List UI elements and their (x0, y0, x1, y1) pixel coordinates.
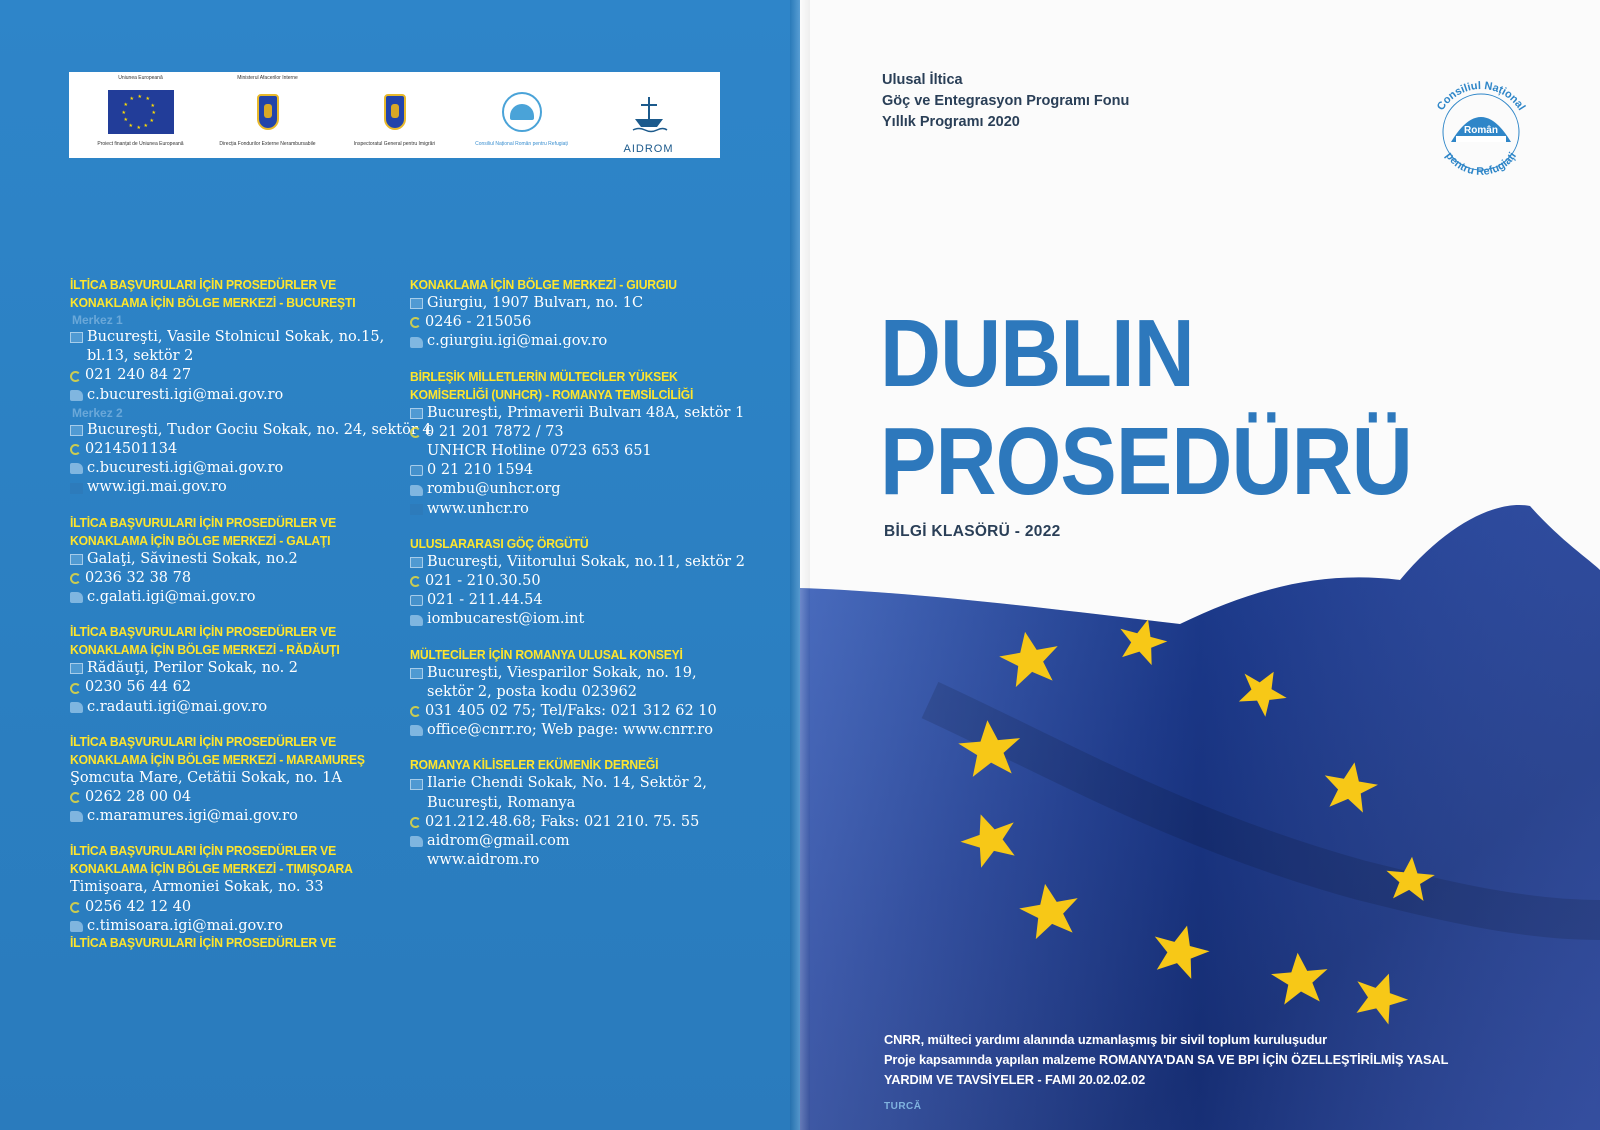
contact-addr-line (410, 774, 740, 793)
contact-text[interactable]: iombucarest@iom.int (427, 611, 585, 628)
contact-block-heading: İLTİCA BAŞVURULARI İÇİN PROSEDÜRLER VE (70, 935, 337, 951)
email-icon (410, 615, 423, 626)
contact-web-line (410, 500, 740, 519)
email-icon (70, 463, 83, 474)
contact-cont-line (410, 851, 740, 870)
phone-icon (70, 902, 81, 913)
contact-block-heading: KONAKLAMA İÇİN BÖLGE MERKEZİ - BUCUREŞTI (70, 295, 356, 310)
contact-phone-line (70, 898, 390, 917)
document-title (880, 300, 1412, 516)
email-icon (410, 725, 423, 736)
fund-title-line: Ulusal İltica (882, 72, 963, 88)
contact-addr-line (410, 553, 745, 572)
mai-logo-top-text: Ministerul Afacerilor Interne (237, 75, 298, 81)
contact-phone-line (70, 678, 390, 697)
contact-block (70, 276, 432, 498)
contact-text: Bucureşti, Tudor Gociu Sokak, no. 24, sektör 4 (87, 421, 432, 438)
cnrr-small-logo (467, 75, 577, 155)
aidrom-logo-name: AIDROM (623, 143, 674, 155)
contact-addr-line (70, 421, 432, 440)
contact-block-heading: BİRLEŞİK MİLLETLERİN MÜLTECİLER YÜKSEK (410, 368, 678, 384)
contact-block-heading: İLTİCA BAŞVURULARI İÇİN PROSEDÜRLER VE (70, 277, 337, 292)
contact-addr-line (70, 659, 390, 678)
phone-icon (70, 683, 81, 694)
email-icon (70, 702, 83, 713)
contact-block-heading: KOMİSERLİĞİ (UNHCR) - ROMANYA TEMSİLCİLİĞİ (410, 386, 694, 402)
contact-block (70, 733, 390, 827)
eu-logo-top-text: Uniunea Europeană (118, 75, 163, 81)
contact-block-heading: ULUSLARARASI GÖÇ ÖRGÜTÜ (410, 535, 589, 551)
address-icon (410, 298, 423, 309)
address-icon (410, 557, 423, 568)
contact-block-heading: İLTİCA BAŞVURULARI İÇİN PROSEDÜRLER VE (70, 624, 337, 640)
cnrr-logo-arc-top: Consiliul Național (1434, 79, 1528, 113)
office-sublabel: Merkez 1 (72, 313, 123, 327)
contact-text: 0230 56 44 62 (85, 679, 192, 696)
contact-phone-line (410, 313, 740, 332)
address-icon (70, 332, 83, 343)
contact-phone-line (70, 569, 390, 588)
contact-text[interactable]: rombu@unhcr.org (427, 481, 561, 498)
contact-block (410, 756, 740, 870)
contact-text: 0246 - 215056 (425, 314, 532, 331)
contact-text: Bucureşti, Primaverii Bulvarı 48A, sektör 1 (427, 404, 745, 421)
address-icon (70, 554, 83, 565)
contact-fax-line (410, 461, 740, 480)
contact-block-heading: KONAKLAMA İÇİN BÖLGE MERKEZİ - RĂDĂUŢI (70, 642, 340, 658)
contact-text: sektör 2, posta kodu 023962 (427, 683, 637, 700)
contact-block-heading: KONAKLAMA İÇİN BÖLGE MERKEZİ - GIURGIU (410, 277, 677, 292)
title-line-2: PROSEDÜRÜ (880, 408, 1412, 515)
contact-mail-line (410, 610, 740, 629)
contact-text: Ilarie Chendi Sokak, No. 14, Sektör 2, (427, 775, 708, 792)
contact-text: 021 240 84 27 (85, 367, 192, 384)
phone-icon (410, 317, 421, 328)
contact-block-heading: ROMANYA KİLİSELER EKÜMENİK DERNEĞİ (410, 757, 659, 773)
contact-block-heading: KONAKLAMA İÇİN BÖLGE MERKEZİ - MARAMUREŞ (70, 751, 365, 767)
contact-block (410, 535, 745, 630)
phone-icon (410, 817, 421, 828)
cover-panel (800, 0, 1600, 1130)
cnrr-logo-arc-bottom: pentru Refugiați (1442, 149, 1520, 178)
contact-text[interactable]: c.timisoara.igi@mai.gov.ro (87, 917, 284, 934)
contact-block-heading: İLTİCA BAŞVURULARI İÇİN PROSEDÜRLER VE (70, 843, 337, 859)
phone-icon (70, 573, 81, 584)
footer-line: Proje kapsamında yapılan malzeme ROMANYA'DAN SA VE BPI İÇİN ÖZELLEŞTİRİLMİŞ YASAL (884, 1052, 1449, 1067)
mai-logo-bottom-text: Direcția Fondurilor Externe Nerambursabile (219, 141, 316, 147)
contact-cont-line (410, 442, 740, 461)
aidrom-ship-icon (629, 93, 669, 133)
contact-text: Bucureşti, Romanya (427, 794, 576, 811)
cover-footer-text (884, 1030, 1448, 1090)
phone-icon (70, 371, 81, 382)
contact-mail-line (70, 807, 390, 826)
address-icon (410, 408, 423, 419)
contact-text: 0214501134 (85, 441, 178, 458)
fund-title-line: Göç ve Entegrasyon Programı Fonu (882, 93, 1130, 109)
contact-text[interactable]: c.bucuresti.igi@mai.gov.ro (87, 460, 284, 477)
contacts-column-right (410, 276, 745, 886)
contact-mail-line (70, 588, 390, 607)
address-icon (70, 663, 83, 674)
contact-addr-line (410, 404, 745, 423)
email-icon (410, 337, 423, 348)
phone-icon (70, 792, 81, 803)
contact-cont-line (410, 794, 740, 813)
fund-title (882, 70, 1129, 133)
coat-of-arms-icon (257, 94, 279, 130)
contact-block-heading: MÜLTECİLER İÇİN ROMANYA ULUSAL KONSEYİ (410, 646, 683, 662)
igi-logo (340, 75, 450, 155)
contact-block (70, 842, 390, 952)
phone-icon (410, 706, 421, 717)
eu-logo (86, 75, 196, 155)
email-icon (70, 592, 83, 603)
title-line-1: DUBLIN (880, 300, 1194, 407)
footer-line: YARDIM VE TAVSİYELER - FAMI 20.02.02.02 (884, 1072, 1146, 1087)
contact-phone-line (410, 813, 740, 832)
contact-text[interactable]: c.radauti.igi@mai.gov.ro (87, 698, 268, 715)
svg-text:Consiliul Național (1435, 80, 1527, 113)
mai-logo (213, 75, 323, 155)
fax-icon (410, 465, 423, 476)
contact-text: 0 21 210 1594 (427, 462, 534, 479)
contact-mail-line (70, 459, 390, 478)
cnrr-logo-bottom-text: Consiliul Național Român pentru Refugiați (475, 141, 568, 147)
contact-block-heading: KONAKLAMA İÇİN BÖLGE MERKEZİ - TIMIŞOARA (70, 861, 353, 877)
language-label: TURCĂ (884, 1101, 922, 1112)
contact-block (70, 514, 390, 608)
svg-text:pentru Refugiați (1443, 150, 1519, 178)
igi-logo-bottom-text: Inspectoratul General pentru Imigrări (353, 141, 436, 147)
contact-cont0-line (70, 878, 390, 897)
contacts-column-left (70, 276, 432, 968)
contact-addr-line (410, 664, 740, 683)
contact-text: 021.212.48.68; Faks: 021 210. 75. 55 (425, 813, 700, 830)
contact-text: 031 405 02 75; Tel/Faks: 021 312 62 10 (425, 703, 717, 720)
contact-text: 021 - 210.30.50 (425, 573, 541, 590)
aidrom-logo (594, 75, 704, 155)
contact-text: www.aidrom.ro (427, 852, 540, 869)
web-icon (410, 504, 423, 515)
contact-text: 021 - 211.44.54 (427, 592, 543, 609)
contact-block (410, 368, 745, 519)
contact-phone-line (70, 788, 390, 807)
contact-mail-line (410, 332, 740, 351)
contact-phone-line (410, 423, 740, 442)
contact-addr-line (70, 328, 390, 347)
contact-text: UNHCR Hotline 0723 653 651 (427, 443, 652, 460)
contact-text: Rădăuţi, Perilor Sokak, no. 2 (87, 660, 299, 677)
contact-text: Bucureşti, Viesparilor Sokak, no. 19, (427, 664, 697, 681)
contact-block (410, 276, 740, 352)
partner-logos-strip (69, 72, 720, 158)
cnrr-logo (1420, 70, 1542, 190)
phone-icon (410, 427, 421, 438)
email-icon (410, 836, 423, 847)
contact-fax-line (410, 591, 740, 610)
contact-addr-line (70, 550, 390, 569)
eu-flag-icon: ★ ★ ★ ★ ★ ★ ★ ★ ★ ★ ★ ★ (108, 90, 174, 134)
contact-text: 0256 42 12 40 (85, 898, 192, 915)
page-fold (790, 0, 810, 1130)
contact-block-heading: İLTİCA BAŞVURULARI İÇİN PROSEDÜRLER VE (70, 733, 337, 749)
contact-block (410, 646, 740, 741)
contact-phone-line (70, 440, 390, 459)
contact-cont-line (410, 683, 740, 702)
contact-block-heading: İLTİCA BAŞVURULARI İÇİN PROSEDÜRLER VE (70, 514, 337, 530)
contact-text[interactable]: c.bucuresti.igi@mai.gov.ro (87, 386, 284, 403)
contact-text[interactable]: aidrom@gmail.com (427, 833, 570, 850)
footer-line: CNRR, mülteci yardımı alanında uzmanlaşmış bir sivil toplum kuruluşudur (884, 1032, 1328, 1047)
contact-text: Bucureşti, Viitorului Sokak, no.11, sektör 2 (427, 553, 745, 570)
document-subtitle: BİLGİ KLASÖRÜ - 2022 (884, 523, 1061, 540)
eu-logo-bottom-text: Proiect finanțat de Uniunea Europeană (97, 141, 184, 147)
contact-text[interactable]: www.igi.mai.gov.ro (87, 479, 227, 496)
cnrr-logo-center-text: Român (1464, 125, 1498, 136)
contact-text: 0236 32 38 78 (85, 569, 192, 586)
contact-mail-line (70, 386, 390, 405)
contact-mail-line (70, 698, 390, 717)
fund-title-line: Yıllık Programı 2020 (882, 114, 1020, 130)
contact-text[interactable]: c.galati.igi@mai.gov.ro (87, 589, 256, 606)
contact-addr-line (410, 294, 740, 313)
office-sublabel: Merkez 2 (72, 405, 123, 420)
cnrr-emblem-icon (502, 92, 542, 132)
phone-icon (410, 576, 421, 587)
contact-cont-line (70, 347, 390, 366)
contact-block (70, 623, 390, 717)
contact-phone-line (410, 572, 740, 591)
contact-block-heading: KONAKLAMA İÇİN BÖLGE MERKEZİ - GALAŢI (70, 532, 331, 548)
address-icon (70, 425, 83, 436)
email-icon (410, 485, 423, 496)
email-icon (70, 921, 83, 932)
contact-text: Timişoara, Armoniei Sokak, no. 33 (70, 879, 324, 896)
contact-text: 0 21 201 7872 / 73 (425, 423, 564, 440)
contact-text[interactable]: c.maramures.igi@mai.gov.ro (87, 808, 298, 825)
phone-icon (70, 444, 81, 455)
address-icon (410, 779, 423, 790)
contact-mail-line (410, 721, 740, 740)
contact-text: bl.13, sektör 2 (87, 348, 194, 365)
contact-text[interactable]: www.unhcr.ro (427, 500, 529, 517)
contact-phone-line (410, 702, 740, 721)
contact-text: 0262 28 00 04 (85, 789, 192, 806)
fax-icon (410, 595, 423, 606)
contact-text: Galaţi, Săvinesti Sokak, no.2 (87, 550, 298, 567)
igi-emblem-icon (384, 94, 406, 130)
email-icon (70, 390, 83, 401)
contact-text: Giurgiu, 1907 Bulvarı, no. 1C (427, 295, 644, 311)
contact-web-line (70, 478, 390, 497)
contact-phone-line (70, 366, 390, 385)
contact-text[interactable]: office@cnrr.ro; Web page: www.cnrr.ro (427, 722, 713, 739)
contact-mail-line (410, 480, 740, 499)
web-icon (70, 483, 83, 494)
address-icon (410, 668, 423, 679)
contact-text: Şomcuta Mare, Cetătii Sokak, no. 1A (70, 769, 342, 786)
contact-text: Bucureşti, Vasile Stolnicul Sokak, no.15, (87, 329, 385, 345)
contact-cont0-line (70, 769, 390, 788)
contact-mail-line (410, 832, 740, 851)
contact-text[interactable]: c.giurgiu.igi@mai.gov.ro (427, 333, 608, 350)
email-icon (70, 811, 83, 822)
